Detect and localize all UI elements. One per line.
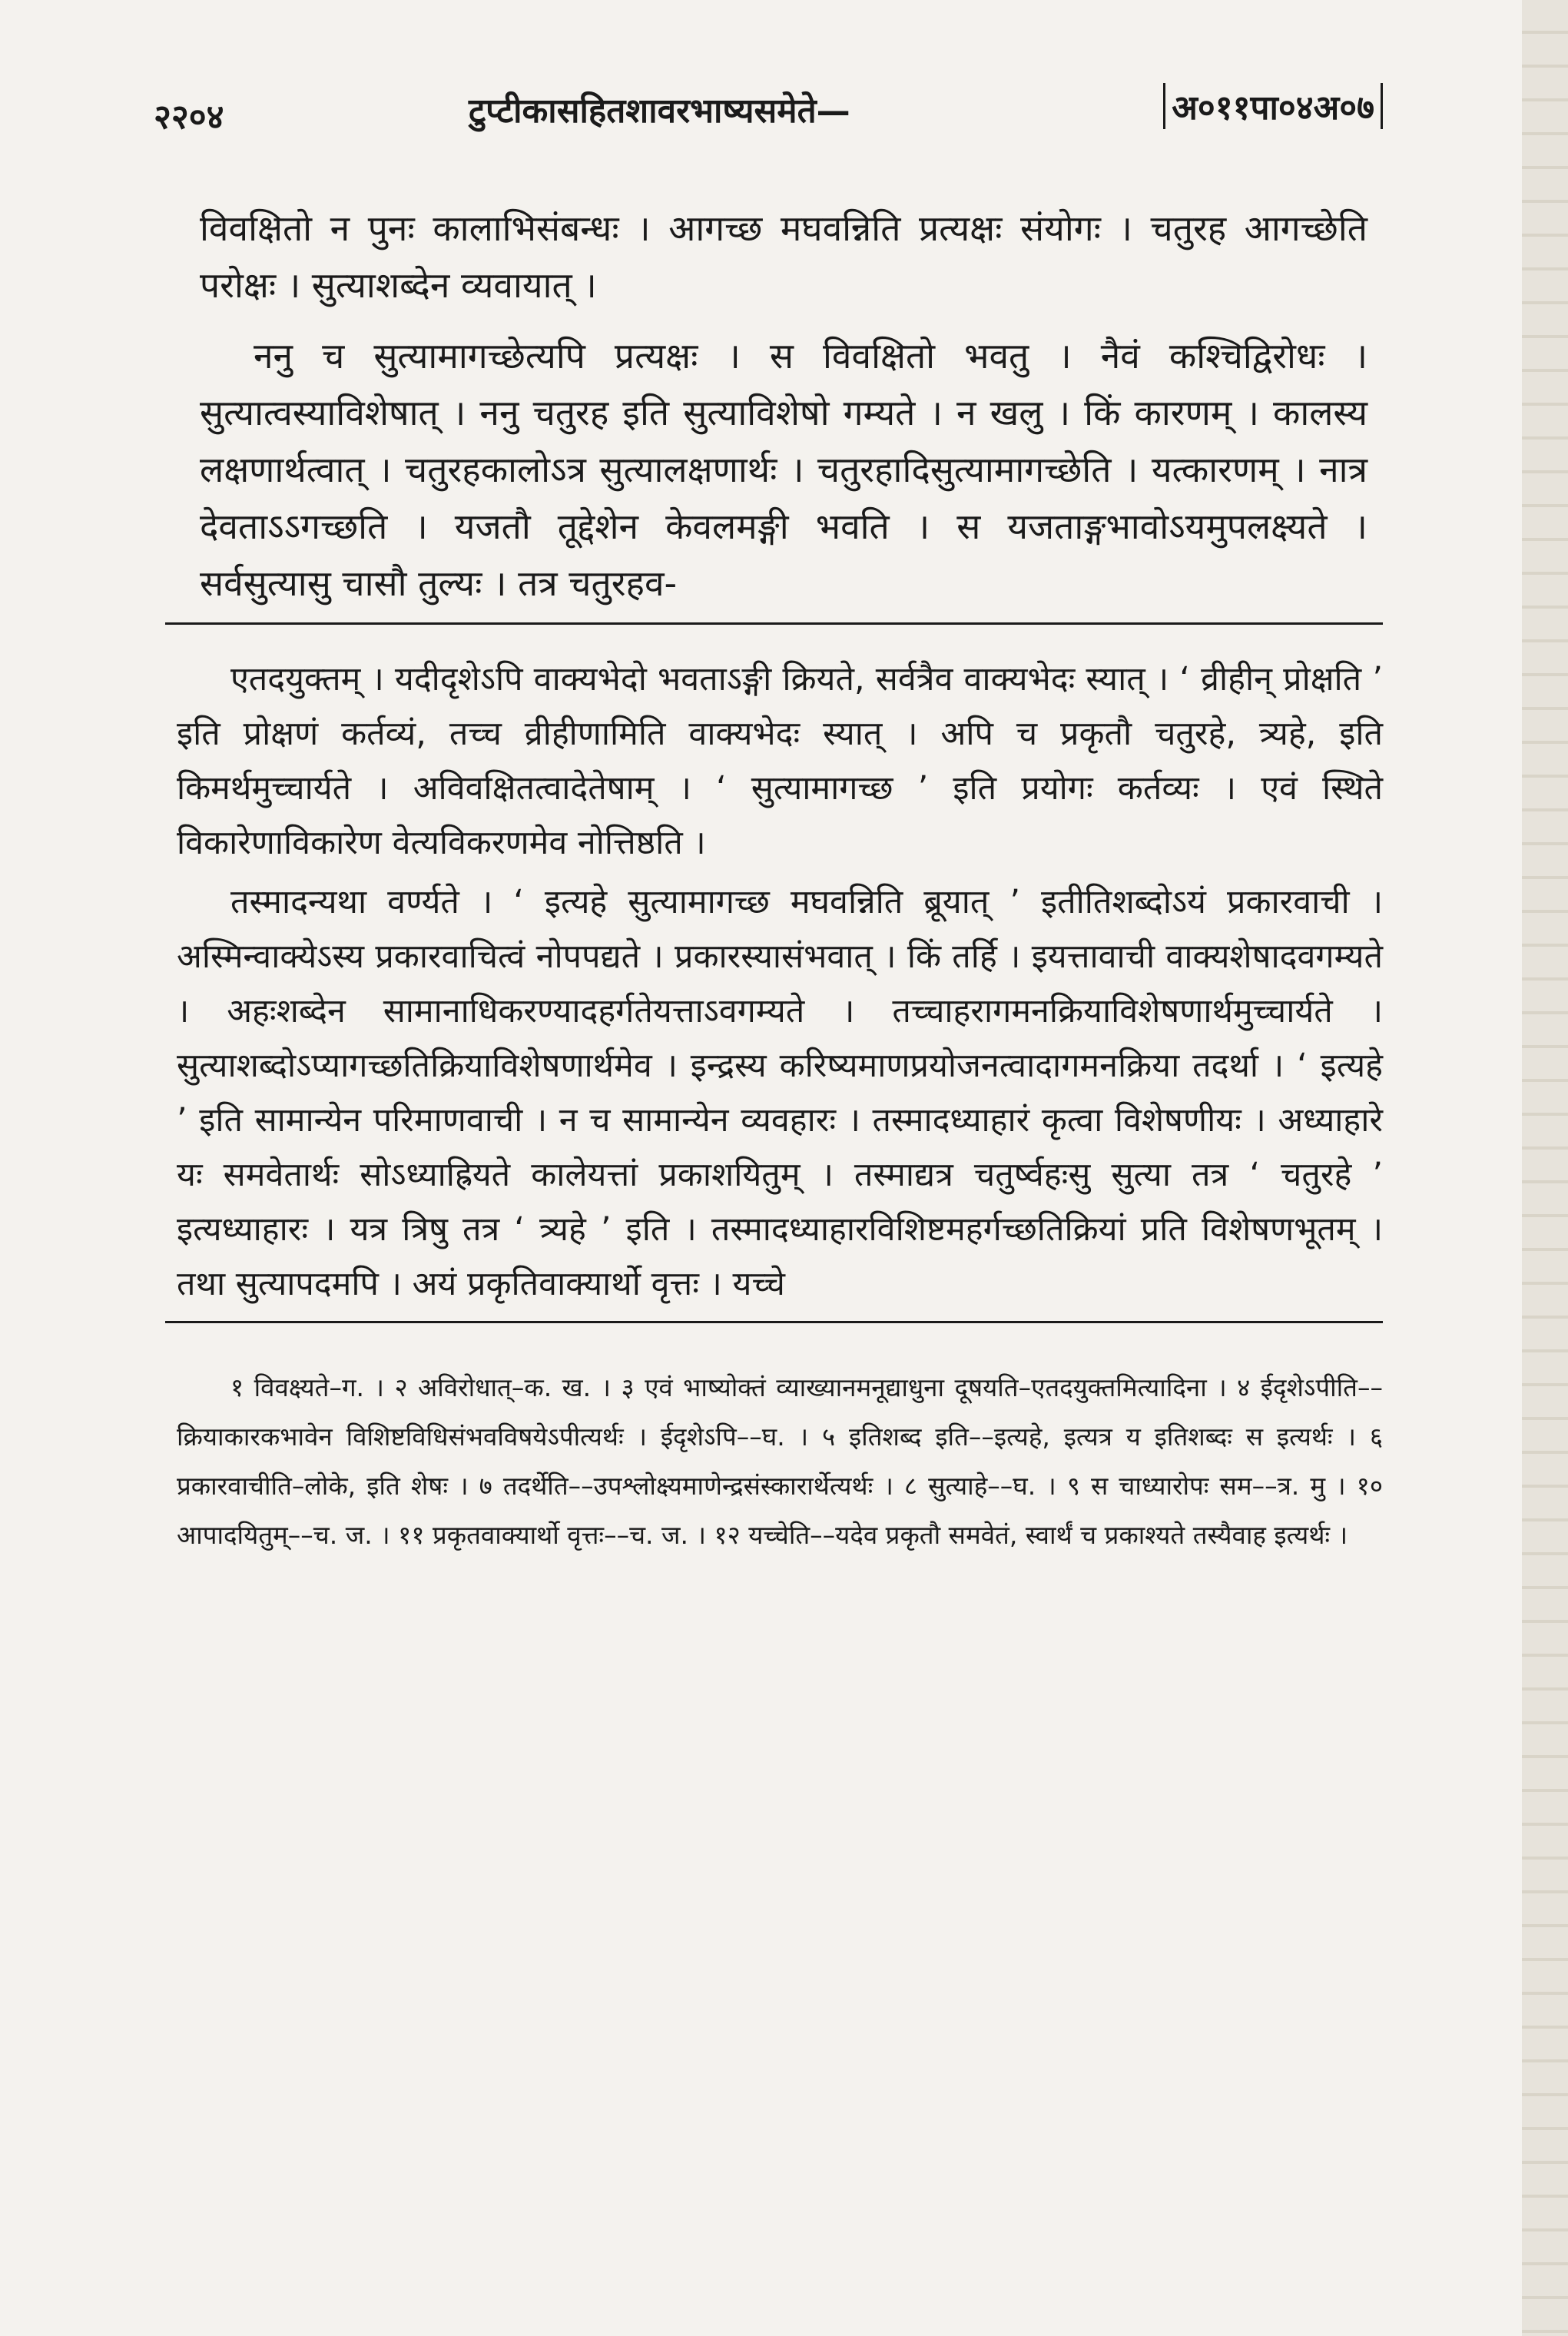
page-edge	[1522, 0, 1568, 2336]
bhashya-paragraph: ननु च सुत्यामागच्छेत्यपि प्रत्यक्षः । स विवक्षितो भवतु । नैवं कश्चिद्विरोधः । सुत्यात्वस्याविशेषात् । ननु चतुरह इति सुत्याविशेषो गम्यते । न खलु । किं कारणम् । कालस्य लक्षणार्थत्वात् । चतुरहकालोऽत्र सुत्यालक्षणार्थः । चतुरहादिसुत्यामागच्छेति । यत्कारणम् । नात्र देवताऽऽगच्छति । यजतौ तूद्देशेन केवलमङ्गी भवति । स यजताङ्गभावोऽयमुपलक्ष्यते । सर्वसुत्यासु चासौ तुल्यः । तत्र चतुरहव-	[200, 335, 1367, 604]
tika-paragraph: एतदयुक्तम् । यदीदृशेऽपि वाक्यभेदो भवताऽङ्गी क्रियते, सर्वत्रैव वाक्यभेदः स्यात् । ‘ व्रीहीन् प्रोक्षति ’ इति प्रोक्षणं कर्तव्यं, तच्च व्रीहीणामिति वाक्यभेदः स्यात् । अपि च प्रकृतौ चतुरहे, त्र्यहे, इति किमर्थमुच्चार्यते । अविवक्षितत्वादेतेषाम् । ‘ सुत्यामागच्छ ’ इति प्रयोगः कर्तव्यः । एवं स्थिते विकारेणाविकारेण वेत्यविकरणमेव नोत्तिष्ठति ।	[177, 660, 1383, 862]
page-header	[146, 77, 1383, 138]
footnote-divider	[165, 1321, 1383, 1323]
running-title: टुप्टीकासहितशावरभाष्यसमेते—	[469, 91, 850, 131]
bhashya-paragraph: विवक्षितो न पुनः कालाभिसंबन्धः । आगच्छ मघवन्निति प्रत्यक्षः संयोगः । चतुरह आगच्छेति परोक्षः । सुत्याशब्देन व्यवायात् ।	[200, 207, 1367, 306]
book-page	[146, 77, 1383, 1560]
page-number: २२०४	[154, 98, 224, 137]
chapter-reference: अ०११पा०४अ०७	[1163, 83, 1383, 129]
bhashya-text	[146, 200, 1383, 612]
footnotes	[146, 1363, 1383, 1560]
tika-commentary	[146, 652, 1383, 1312]
section-divider	[165, 622, 1383, 625]
footnote-text: १ विवक्ष्यते–ग. । २ अविरोधात्–क. ख. । ३ एवं भाष्योक्तं व्याख्यानमनूद्याधुना दूषयति–एतदयुक्तमित्यादिना । ४ ईदृशेऽपीति––क्रियाकारकभावेन विशिष्टविधिसंभवविषयेऽपीत्यर्थः । ईदृशेऽपि––घ. । ५ इतिशब्द इति––इत्यहे, इत्यत्र य इतिशब्दः स इत्यर्थः । ६ प्रकारवाचीति–लोके, इति शेषः । ७ तदर्थेति––उपश्लोक्ष्यमाणेन्द्रसंस्कारार्थेत्यर्थः । ८ सुत्याहे––घ. । ९ स चाध्यारोपः सम––त्र. मु । १० आपादयितुम्––च. ज. । ११ प्रकृतवाक्यार्थो वृत्तः––च. ज. । १२ यच्चेति––यदेव प्रकृतौ समवेतं, स्वार्थं च प्रकाश्यते तस्यैवाह इत्यर्थः ।	[177, 1372, 1383, 1550]
tika-paragraph: तस्मादन्यथा वर्ण्यते । ‘ इत्यहे सुत्यामागच्छ मघवन्निति ब्रूयात् ’ इतीतिशब्दोऽयं प्रकारवाची । अस्मिन्वाक्येऽस्य प्रकारवाचित्वं नोपपद्यते । प्रकारस्यासंभवात् । किं तर्हि । इयत्तावाची वाक्यशेषादवगम्यते । अहःशब्देन सामानाधिकरण्यादहर्गतेयत्ताऽवगम्यते । तच्चाहरागमनक्रियाविशेषणार्थमुच्चार्यते । सुत्याशब्दोऽप्यागच्छतिक्रियाविशेषणार्थमेव । इन्द्रस्य करिष्यमाणप्रयोजनत्वादागमनक्रिया तदर्था । ‘ इत्यहे ’ इति सामान्येन परिमाणवाची । न च सामान्येन व्यवहारः । तस्मादध्याहारं कृत्वा विशेषणीयः । अध्याहारे यः समवेतार्थः सोऽध्याह्रियते कालेयत्तां प्रकाशयितुम् । तस्माद्यत्र चतुर्ष्वहःसु सुत्या तत्र ‘ चतुरहे ’ इत्यध्याहारः । यत्र त्रिषु तत्र ‘ त्र्यहे ’ इति । तस्मादध्याहारविशिष्टमहर्गच्छतिक्रियां प्रति विशेषणभूतम् । तथा सुत्यापदमपि । अयं प्रकृतिवाक्यार्थो वृत्तः । यच्चे	[177, 883, 1383, 1303]
